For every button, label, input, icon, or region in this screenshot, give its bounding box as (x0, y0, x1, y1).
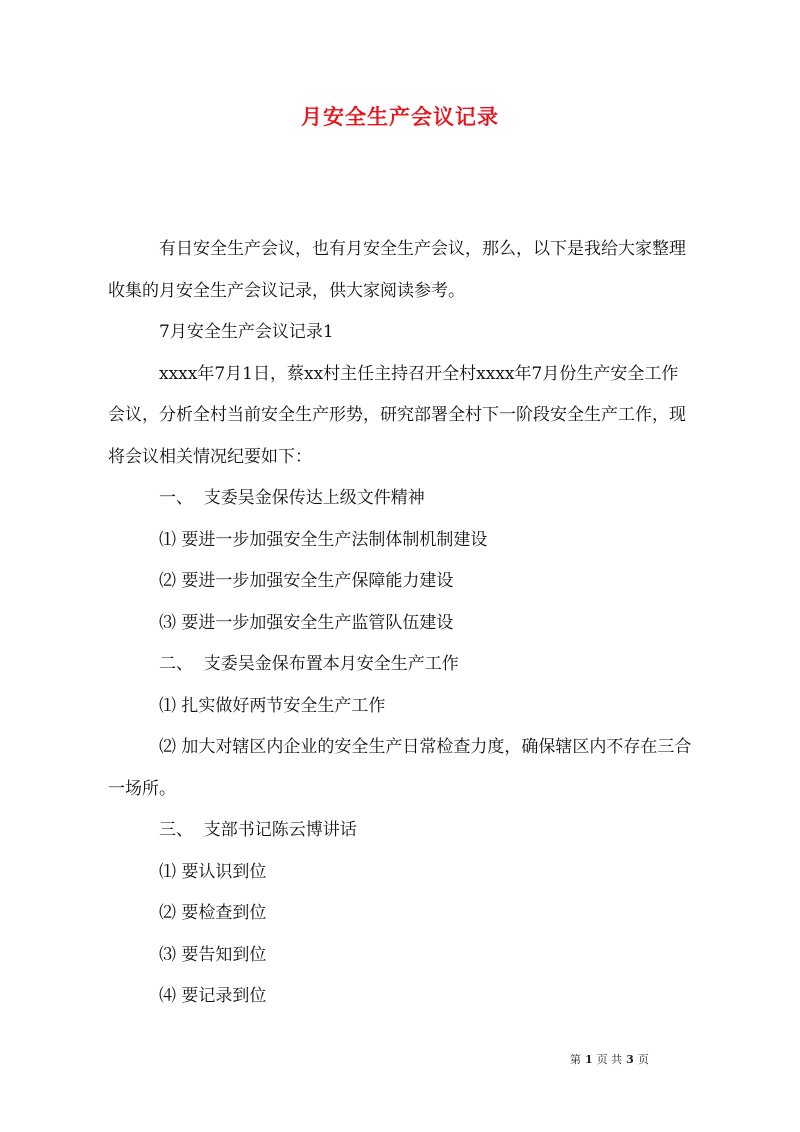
document-title: 月安全生产会议记录 (301, 104, 499, 129)
intro-paragraph: 有日安全生产会议，也有月安全生产会议，那么，以下是我给大家整理收集的月安全生产会议记录，供大家阅读参考。 (108, 239, 686, 301)
meeting-summary-paragraph: xxxx年7月1日，蔡xx村主任主持召开全村xxxx年7月份生产安全工作会议，分析全村当前安全生产形势，研究部署全村下一阶段安全生产工作，现将会议相关情况纪要如下： (108, 363, 686, 467)
section-2-item: ⑴ 扎实做好两节安全生产工作 (159, 695, 386, 716)
section-3-heading: 三、 支部书记陈云博讲话 (159, 820, 357, 840)
footer-suffix: 页 (637, 1053, 649, 1066)
footer-prefix: 第 (570, 1053, 581, 1066)
footer-current-page: 1 (585, 1053, 593, 1066)
section-2-heading: 二、 支委吴金保布置本月安全生产工作 (159, 654, 459, 674)
document-body (108, 229, 693, 1018)
section-3-item: ⑶ 要告知到位 (159, 944, 267, 965)
section-1-heading: 一、 支委吴金保传达上级文件精神 (159, 488, 425, 508)
section-3-item: ⑴ 要认识到位 (159, 861, 267, 882)
section-3-item: ⑷ 要记录到位 (159, 986, 267, 1006)
section-3-item: ⑵ 要检查到位 (159, 903, 267, 923)
section-2-item: ⑵ 加大对辖区内企业的安全生产日常检查力度，确保辖区内不存在三合一场所。 (108, 737, 692, 799)
record-heading: 7月安全生产会议记录1 (159, 322, 334, 342)
section-1-item: ⑶ 要进一步加强安全生产监管队伍建设 (159, 612, 454, 633)
footer-total-pages: 3 (626, 1053, 634, 1066)
section-1-item: ⑴ 要进一步加强安全生产法制体制机制建设 (159, 529, 488, 550)
section-1-item: ⑵ 要进一步加强安全生产保障能力建设 (159, 571, 454, 591)
page-footer (570, 1051, 649, 1067)
footer-middle: 页 共 (596, 1053, 623, 1066)
